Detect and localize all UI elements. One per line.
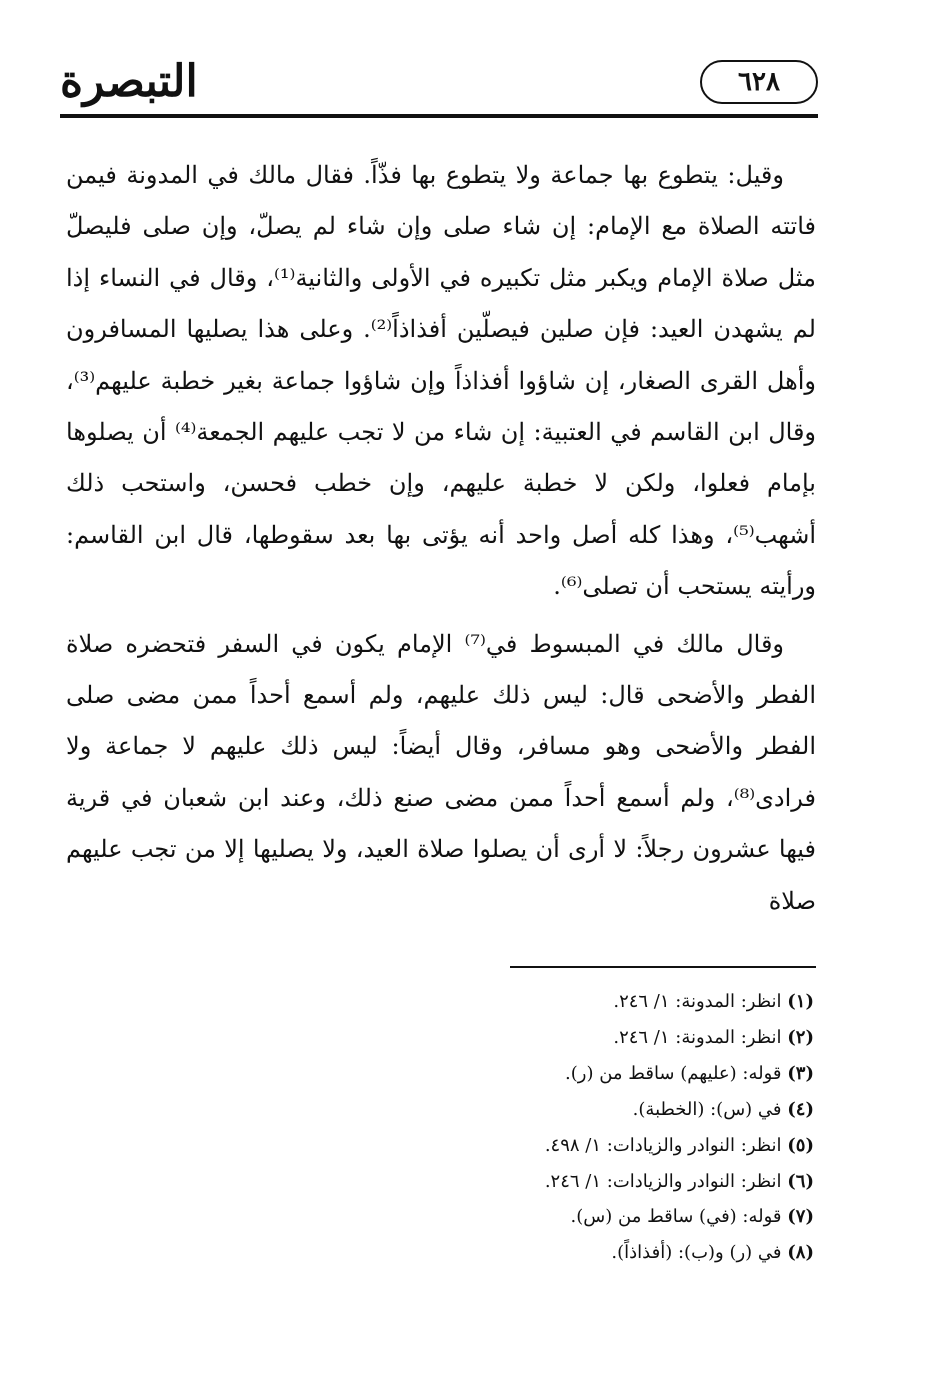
- footnote-number: (٢): [787, 1026, 814, 1048]
- footnote-2: [66, 1020, 814, 1056]
- footnote-text: قوله: (في) ساقط من (س).: [570, 1206, 782, 1228]
- main-text: [66, 150, 816, 927]
- header-rule: [60, 114, 818, 118]
- footnote-1: [66, 984, 814, 1020]
- paragraph-1: وقيل: يتطوع بها جماعة ولا يتطوع بها فذّاً. فقال مالك في المدونة فيمن فاتته الصلاة مع الإمام: إن شاء صلى وإن شاء لم يصلّ، وإن صلى فليصلّ مثل صلاة الإمام ويكبر مثل تكبيره في الأولى والثانية⁽¹⁾، وقال في النساء إذا لم يشهدن العيد: فإن صلين فيصلّين أفذاذاً⁽²⁾. وعلى هذا يصليها المسافرون وأهل القرى الصغار، إن شاؤوا أفذاذاً وإن شاؤوا جماعة بغير خطبة عليهم⁽³⁾، وقال ابن القاسم في العتبية: إن شاء من لا تجب عليهم الجمعة⁽⁴⁾ أن يصلوها بإمام فعلوا، ولكن لا خطبة عليهم، وإن خطب فحسن، واستحب ذلك أشهب⁽⁵⁾، وهذا كله أصل واحد أنه يؤتى بها بعد سقوطها، قال ابن القاسم: ورأيته يستحب أن تصلى⁽⁶⁾.: [66, 161, 816, 601]
- page-header: [60, 56, 818, 126]
- footnotes-list: [66, 984, 814, 1271]
- footnote-number: (٧): [787, 1206, 814, 1228]
- footnote-number: (٦): [787, 1170, 814, 1192]
- footnote-3: [66, 1056, 814, 1092]
- book-title: التبصرة: [60, 56, 198, 107]
- footnote-number: (٥): [787, 1134, 814, 1156]
- footnote-7: [66, 1199, 814, 1235]
- footnote-6: [66, 1164, 814, 1200]
- footnote-text: في (س): (الخطبة).: [632, 1098, 782, 1120]
- footnote-5: [66, 1128, 814, 1164]
- footnote-text: في (ر) و(ب): (أفذاذاً).: [611, 1242, 782, 1264]
- footnote-text: قوله: (عليهم) ساقط من (ر).: [565, 1062, 782, 1084]
- footnote-separator: [510, 966, 816, 968]
- footnote-4: [66, 1092, 814, 1128]
- footnote-text: انظر: النوادر والزيادات: ١/ ٢٤٦.: [544, 1170, 782, 1192]
- footnote-number: (١): [787, 991, 814, 1012]
- footnote-number: (٣): [787, 1062, 814, 1084]
- paragraph-2: وقال مالك في المبسوط في⁽⁷⁾ الإمام يكون في السفر فتحضره صلاة الفطر والأضحى قال: ليس ذلك عليهم، ولم أسمع أحداً ممن مضى صلى الفطر والأضحى وهو مسافر، وقال أيضاً: ليس ذلك عليهم لا جماعة ولا فرادى⁽⁸⁾، ولم أسمع أحداً ممن مضى صنع ذلك، وعند ابن شعبان في قرية فيها عشرون رجلاً: لا أرى أن يصلوا صلاة العيد، ولا يصليها إلا من تجب عليهم صلاة: [66, 629, 816, 915]
- footnote-number: (٤): [787, 1098, 814, 1120]
- footnote-text: انظر: المدونة: ١/ ٢٤٦.: [613, 1026, 782, 1048]
- page-number: ٦٢٨: [700, 60, 818, 104]
- footnote-text: انظر: النوادر والزيادات: ١/ ٤٩٨.: [544, 1134, 782, 1156]
- footnote-8: [66, 1235, 814, 1271]
- footnote-number: (٨): [787, 1242, 814, 1264]
- footnote-text: انظر: المدونة: ١/ ٢٤٦.: [613, 991, 782, 1012]
